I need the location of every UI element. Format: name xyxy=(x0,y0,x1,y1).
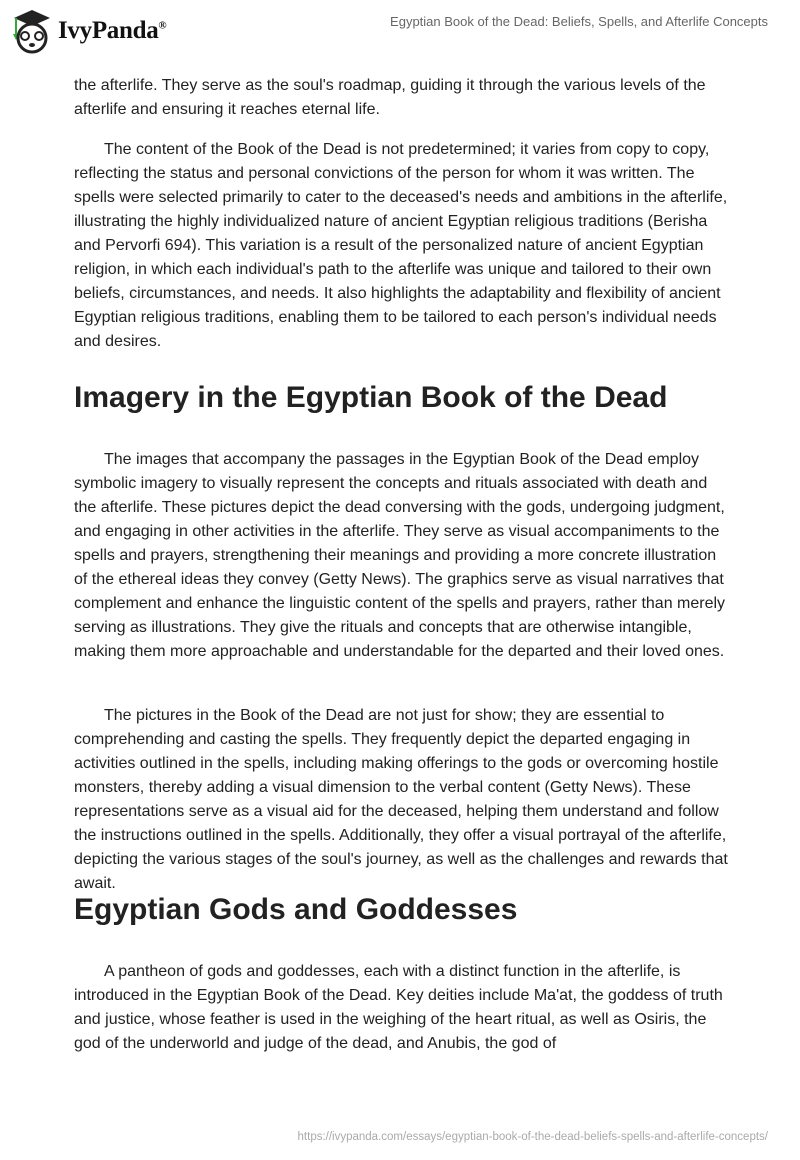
paragraph: The content of the Book of the Dead is not predetermined; it varies from copy to copy, reflecting the status and personal convictions of the person for whom it was written. The spells were selected primarily to cater to the deceased's needs and ambitions in the afterlife, illustrating the highly individualized nature of ancient Egyptian religious traditions (Berisha and Pervorfi 694). This variation is a result of the personalized nature of ancient Egyptian religion, in which each individual's path to the afterlife was unique and tailored to their own beliefs, circumstances, and needs. It also highlights the adaptability and flexibility of ancient Egyptian religious traditions, enabling them to be tailored to each person's individual needs and desires. xyxy=(74,141,728,350)
paragraph: The images that accompany the passages in the Egyptian Book of the Dead employ symbolic imagery to visually represent the concepts and rituals associated with death and the afterlife. These pictures depict the dead conversing with the gods, undergoing judgment, and engaging in other activities in the afterlife. They serve as visual accompaniments to the spells and prayers, strengthening their meanings and providing a more concrete illustration of the ethereal ideas they convey (Getty News). The graphics serve as visual narratives that complement and enhance the linguistic content of the spells and prayers, rather than merely serving as illustrations. They give the rituals and concepts that are otherwise intangible, making them more approachable and understandable for the departed and their loved ones. xyxy=(74,451,726,660)
document-title: Egyptian Book of the Dead: Beliefs, Spells, and Afterlife Concepts xyxy=(390,14,768,29)
source-url[interactable]: https://ivypanda.com/essays/egyptian-book-of-the-dead-beliefs-spells-and-afterlife-concepts/ xyxy=(297,1131,768,1143)
paragraph: The pictures in the Book of the Dead are not just for show; they are essential to comprehending and casting the spells. They frequently depict the departed engaging in activities outlined in the spells, including making offerings to the gods or overcoming hostile monsters, thereby adding a visual dimension to the verbal content (Getty News). These representations serve as a visual aid for the deceased, helping them understand and follow the instructions outlined in the spells. Additionally, they offer a visual portrayal of the afterlife, depicting the various stages of the soul's journey, as well as the challenges and rewards that await. xyxy=(74,707,728,892)
section-heading: Imagery in the Egyptian Book of the Dead xyxy=(74,381,668,414)
paragraph: A pantheon of gods and goddesses, each with a distinct function in the afterlife, is introduced in the Egyptian Book of the Dead. Key deities include Ma'at, the goddess of truth and justice, whose feather is used in the weighing of the heart ritual, as well as Osiris, the god of the underworld and judge of the dead, and Anubis, the god of xyxy=(74,963,723,1052)
section-heading: Egyptian Gods and Goddesses xyxy=(74,893,518,926)
paragraph: the afterlife. They serve as the soul's roadmap, guiding it through the various levels of the afterlife and ensuring it reaches eternal life. xyxy=(74,77,706,118)
ivypanda-logo[interactable] xyxy=(12,8,166,54)
logo-text: IvyPanda® xyxy=(58,17,167,44)
panda-graduate-icon xyxy=(12,8,52,54)
